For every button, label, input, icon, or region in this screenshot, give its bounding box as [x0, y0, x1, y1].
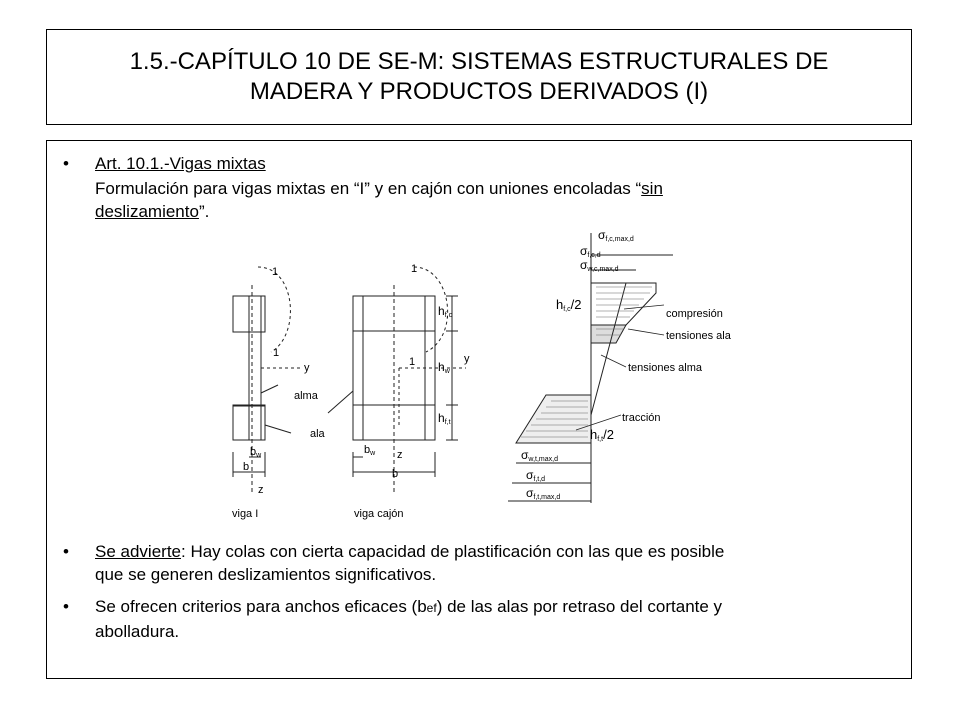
bullet-dot: •: [63, 154, 69, 173]
bullet-subscript: ef: [426, 601, 437, 615]
viga-cajon-web-left: [353, 296, 363, 440]
compression-block: [591, 283, 656, 325]
beam-diagram: [216, 225, 744, 528]
bullet-text-end: ”.: [198, 202, 210, 221]
link-deslizamiento: deslizamiento: [95, 202, 199, 221]
label-1-viga-cajon-lower: 1: [409, 356, 416, 368]
label-b-viga-i: b: [243, 461, 250, 473]
label-traccion: tracción: [622, 412, 661, 424]
title-line-1: 1.5.-CAPÍTULO 10 DE SE-M: SISTEMAS ESTRUCTURALES DE: [129, 48, 829, 75]
label-hft: hf,t: [438, 411, 451, 426]
bullet-text-line2: abolladura.: [95, 622, 180, 641]
label-compresion: compresión: [666, 308, 723, 320]
label-hfc-half: hf,c/2: [556, 297, 582, 313]
title-line-2: MADERA Y PRODUCTOS DERIVADOS (I): [249, 78, 709, 105]
viga-i-web: [249, 296, 261, 440]
bullet-anchos-eficaces: [63, 595, 895, 643]
label-sigma-ft-max: σf,t,max,d: [526, 486, 561, 501]
caption-viga-cajon: viga cajón: [354, 508, 404, 520]
bullet-heading: Art. 10.1.-Vigas mixtas: [95, 154, 266, 173]
label-sigma-ftd: σf,t,d: [526, 468, 546, 483]
bullet-text: Se ofrecen criterios para anchos eficaces (b: [95, 597, 427, 616]
label-tensiones-alma: tensiones alma: [628, 362, 702, 374]
label-b-viga-cajon: b: [392, 468, 399, 480]
label-hw: hw: [438, 360, 450, 375]
viga-i-glue-line-callout: [258, 267, 290, 352]
label-sigma-fcd: σf,c,d: [580, 244, 601, 259]
label-z-viga-cajon: z: [397, 449, 403, 461]
label-bw-viga-cajon: bw: [364, 444, 376, 457]
bullet-vigas-mixtas: [63, 152, 895, 223]
label-y-viga-cajon: y: [464, 353, 470, 365]
bullet-text: Formulación para vigas mixtas en “I” y en cajón con uniones encoladas “: [95, 179, 642, 198]
link-sin: sin: [641, 179, 663, 198]
bullet-label: Se advierte: [95, 542, 181, 561]
label-hft-half: hf,t/2: [590, 427, 614, 443]
bullet-se-advierte: [63, 540, 895, 586]
label-sigma-wt-max: σw,t,max,d: [521, 448, 558, 463]
slide-title: [46, 29, 912, 125]
bullet-text: : Hay colas con cierta capacidad de plastificación con las que es posible: [181, 542, 725, 561]
bullet-text-line2: que se generen deslizamientos significativos.: [95, 565, 437, 584]
label-hfc: hf,c: [438, 304, 453, 319]
label-sigma-fc-max: σf,c,max,d: [598, 228, 634, 243]
label-z-viga-i: z: [258, 484, 264, 496]
label-y-viga-i: y: [304, 362, 310, 374]
caption-viga-i: viga I: [232, 508, 259, 520]
label-1-viga-cajon: 1: [411, 263, 418, 275]
label-1-viga-i: 1: [272, 266, 279, 278]
label-1-viga-i-lower: 1: [273, 347, 280, 359]
beam-diagram-figure: [216, 225, 744, 528]
label-sigma-wc-max: σw,c,max,d: [580, 258, 619, 273]
label-tensiones-ala: tensiones ala: [666, 330, 731, 342]
bullet-text-cont: ) de las alas por retraso del cortante y: [436, 597, 723, 616]
bullet-dot: •: [63, 542, 69, 561]
label-alma: alma: [294, 390, 318, 402]
label-ala: ala: [310, 428, 325, 440]
bullet-dot: •: [63, 597, 69, 616]
label-bw-viga-i: bw: [250, 446, 262, 459]
